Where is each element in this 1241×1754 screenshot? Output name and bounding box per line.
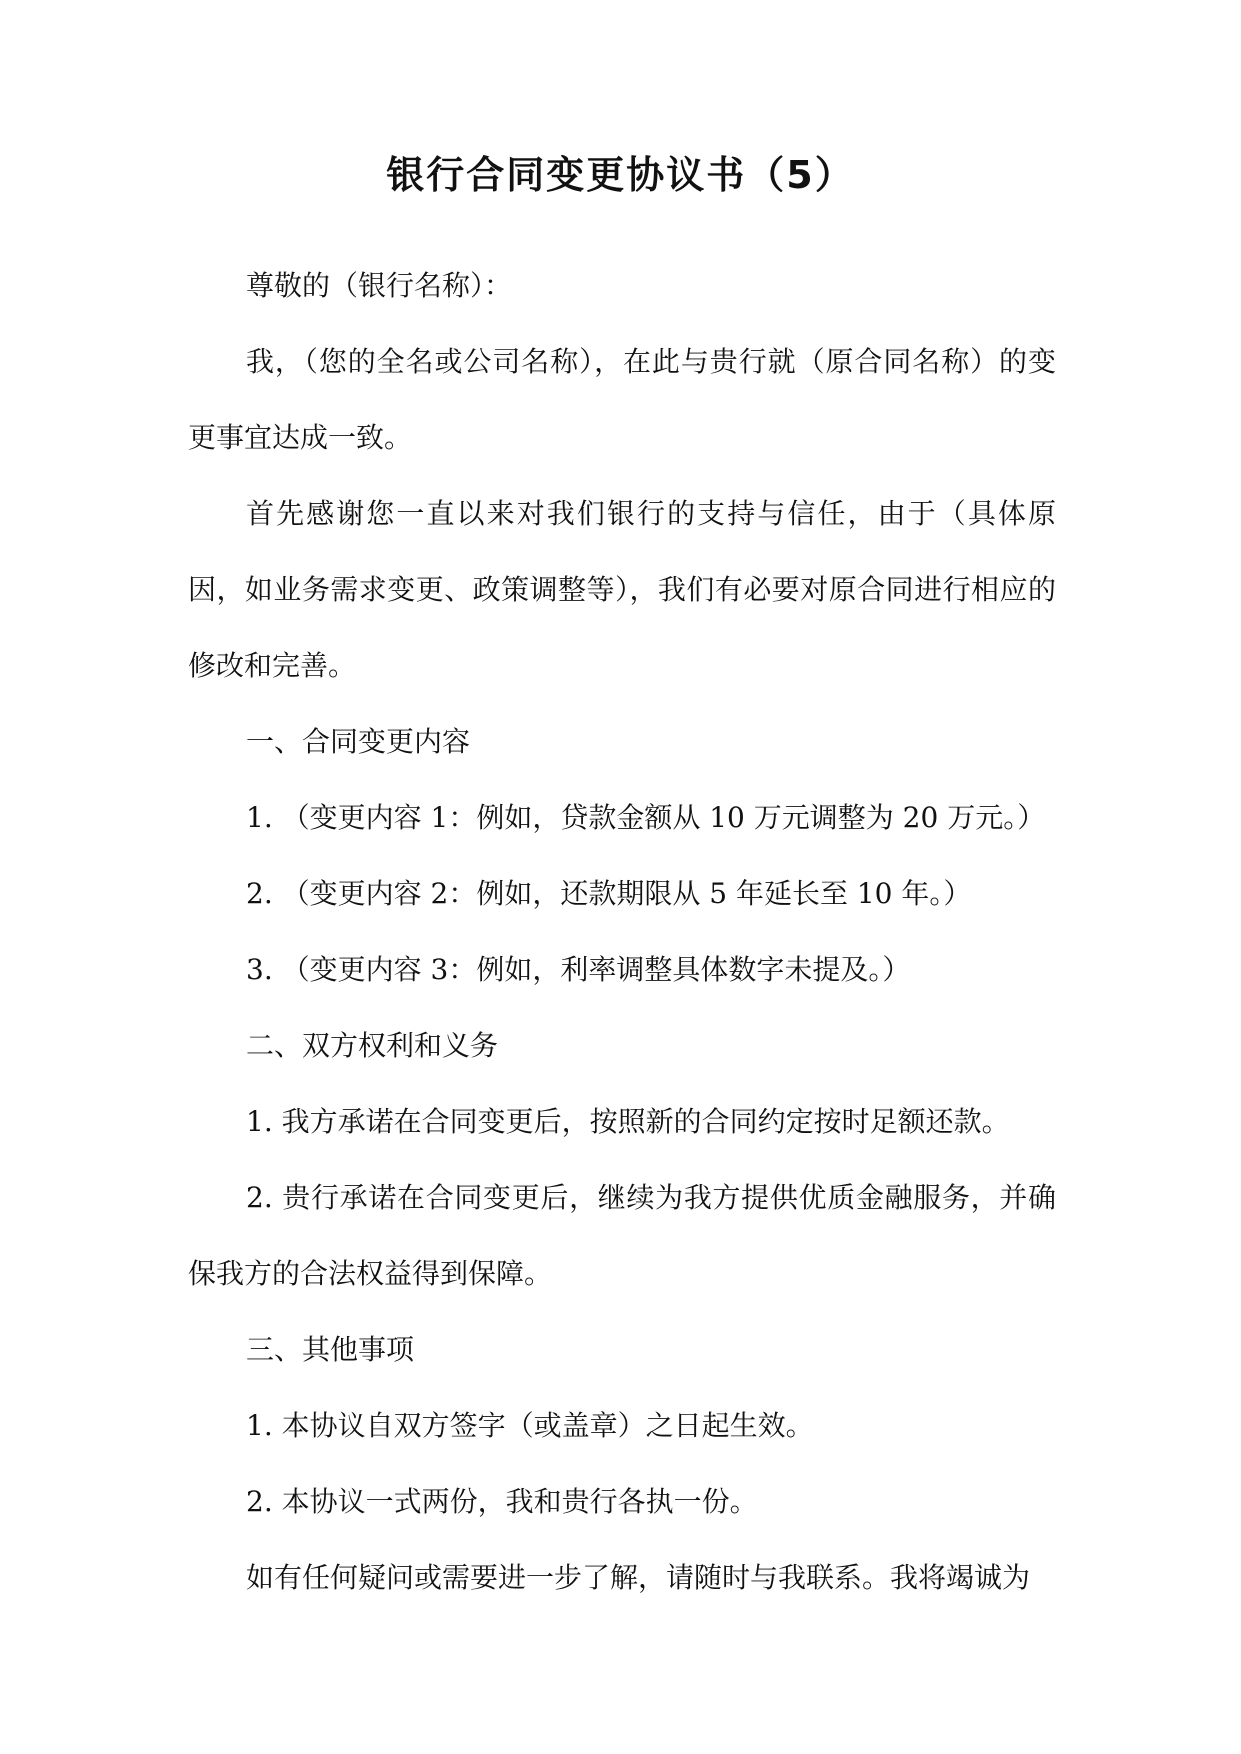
intro-paragraph: 我，（您的全名或公司名称），在此与贵行就（原合同名称）的变更事宜达成一致。 — [188, 345, 1056, 454]
rights-item-1: 1. 我方承诺在合同变更后，按照新的合同约定按时足额还款。 — [246, 1105, 1010, 1138]
document-title: 银行合同变更协议书（5） — [386, 153, 855, 197]
change-item-1: 1. （变更内容 1：例如，贷款金额从 10 万元调整为 20 万元。） — [246, 801, 1046, 834]
change-item-2: 2. （变更内容 2：例如，还款期限从 5 年延长至 10 年。） — [246, 877, 972, 910]
reason-paragraph: 首先感谢您一直以来对我们银行的支持与信任，由于（具体原因，如业务需求变更、政策调整等），我们有必要对原合同进行相应的修改和完善。 — [188, 497, 1056, 682]
section-heading-other: 三、其他事项 — [246, 1333, 415, 1366]
document-body — [188, 248, 1056, 1616]
section-heading-changes: 一、合同变更内容 — [246, 725, 471, 758]
closing-paragraph: 如有任何疑问或需要进一步了解，请随时与我联系。我将竭诚为 — [246, 1561, 1031, 1594]
other-item-1: 1. 本协议自双方签字（或盖章）之日起生效。 — [246, 1409, 814, 1442]
section-heading-rights: 二、双方权利和义务 — [246, 1029, 499, 1062]
salutation: 尊敬的（银行名称）： — [246, 269, 513, 302]
rights-item-2: 2. 贵行承诺在合同变更后，继续为我方提供优质金融服务，并确保我方的合法权益得到保障。 — [188, 1181, 1056, 1290]
change-item-3: 3. （变更内容 3：例如，利率调整具体数字未提及。） — [246, 953, 911, 986]
other-item-2: 2. 本协议一式两份，我和贵行各执一份。 — [246, 1485, 758, 1518]
